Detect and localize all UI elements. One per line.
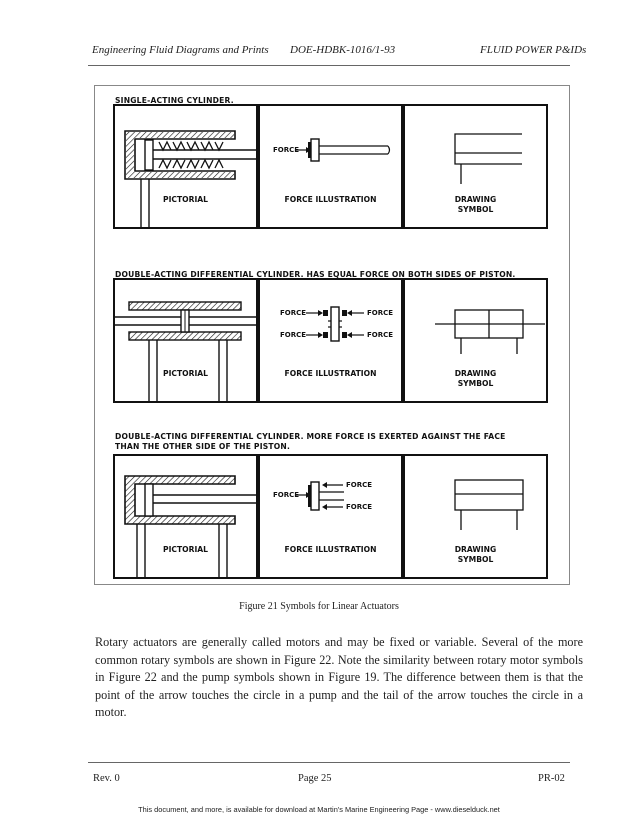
force-label: FORCE [280, 309, 307, 317]
page-number: Page 25 [298, 773, 332, 784]
force-label: FORCE [273, 491, 300, 499]
caption-force-illustration: FORCE ILLUSTRATION [284, 369, 377, 378]
header-doc-title: Engineering Fluid Diagrams and Prints [92, 44, 269, 56]
force-label: FORCE [367, 309, 394, 317]
force-label: FORCE [367, 331, 394, 339]
caption-drawing-symbol: DRAWING SYMBOL [454, 545, 497, 564]
header-divider [88, 65, 570, 66]
differential-cylinder-pictorial [115, 456, 256, 577]
caption-drawing-symbol: DRAWING SYMBOL [454, 195, 497, 214]
figure-caption: Figure 21 Symbols for Linear Actuators [239, 601, 399, 612]
caption-pictorial: PICTORIAL [163, 195, 208, 204]
caption-pictorial: PICTORIAL [163, 545, 208, 554]
force-illustration-panel [258, 454, 403, 579]
caption-drawing-symbol: DRAWING SYMBOL [454, 369, 497, 388]
footer-divider [88, 762, 570, 763]
caption-pictorial: PICTORIAL [163, 369, 208, 378]
body-paragraph: Rotary actuators are generally called motors and may be fixed or variable. Several of the more common rotary symbols are shown in Figure 22. Note the similarity between rotary motor symbols in Figure 22 and the pump symbols shown in Figure 19. The difference between them is that the point of the arrow touches the circle in a pump and the tail of the arrow touches the circle in a motor. [95, 635, 583, 720]
pictorial-panel [113, 278, 258, 403]
pictorial-panel [113, 454, 258, 579]
double-acting-cylinder-pictorial [115, 280, 256, 401]
download-credit: This document, and more, is available for download at Martin's Marine Engineering Page - www.dieselduck.net [138, 805, 500, 814]
force-illustration-panel [258, 104, 403, 229]
caption-force-illustration: FORCE ILLUSTRATION [284, 195, 377, 204]
force-illustration-diagram [260, 106, 401, 227]
drawing-symbol-panel [403, 104, 548, 229]
force-illustration-diagram [260, 456, 401, 577]
force-label: FORCE [280, 331, 307, 339]
force-label: FORCE [346, 481, 373, 489]
force-label: FORCE [273, 146, 300, 154]
drawing-symbol-panel [403, 278, 548, 403]
force-label: FORCE [346, 503, 373, 511]
drawing-symbol-panel [403, 454, 548, 579]
header-section: FLUID POWER P&IDs [480, 44, 587, 56]
header-doc-number: DOE-HDBK-1016/1-93 [290, 44, 396, 56]
single-acting-cylinder-pictorial [115, 106, 256, 227]
section-title: DOUBLE-ACTING DIFFERENTIAL CYLINDER. MORE FORCE IS EXERTED AGAINST THE FACE THAN THE OTHER SIDE OF THE PISTON. [115, 432, 506, 451]
footer-doc-code: PR-02 [538, 773, 565, 784]
caption-force-illustration: FORCE ILLUSTRATION [284, 545, 377, 554]
pictorial-panel [113, 104, 258, 229]
section-title: DOUBLE-ACTING DIFFERENTIAL CYLINDER. HAS EQUAL FORCE ON BOTH SIDES OF PISTON. [115, 270, 516, 279]
footer-revision: Rev. 0 [93, 773, 120, 784]
force-illustration-diagram [260, 280, 401, 401]
section-title: SINGLE-ACTING CYLINDER. [115, 96, 234, 105]
force-illustration-panel [258, 278, 403, 403]
